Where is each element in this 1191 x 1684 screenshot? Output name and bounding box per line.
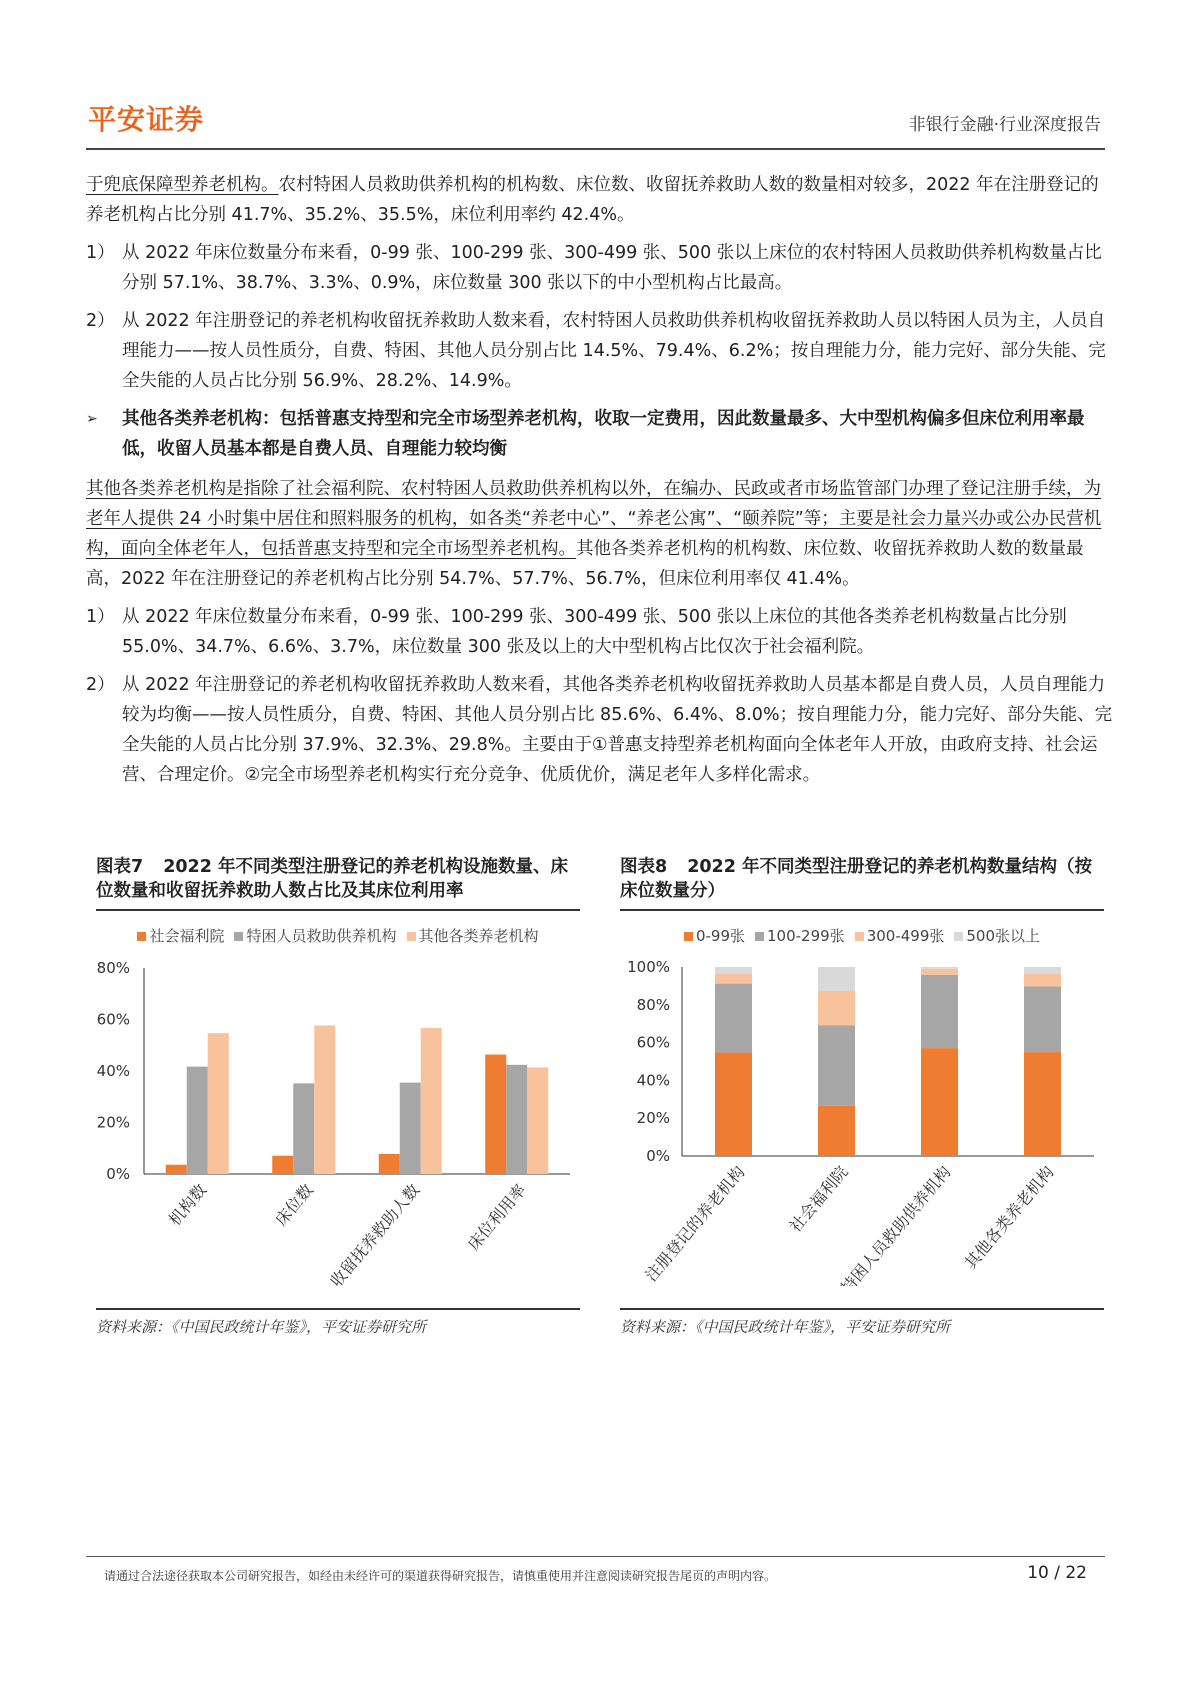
bar: [379, 1154, 400, 1174]
underlined-text: 于兜底保障型养老机构。: [86, 175, 279, 195]
figure-title-text: 2022 年不同类型注册登记的养老机构数量结构（按床位数量分）: [620, 857, 1092, 901]
stacked-bar-segment: [715, 974, 752, 984]
bar: [272, 1156, 293, 1174]
y-tick-label: 100%: [627, 958, 670, 976]
stacked-bar-segment: [818, 1025, 855, 1106]
legend-item: 其他各类养老机构: [407, 925, 539, 946]
list-item: [86, 670, 1114, 790]
chart-7-svg: [96, 946, 580, 1286]
figure-8-source: 资料来源：《中国民政统计年鉴》，平安证券研究所: [620, 1308, 1104, 1337]
x-tick-label: 特困人员救助供养机构: [837, 1162, 955, 1286]
figure-label: 图表8: [620, 857, 668, 877]
x-tick-label: 其他各类养老机构: [960, 1162, 1058, 1273]
footer-divider: [86, 1556, 1105, 1557]
bar: [293, 1083, 314, 1174]
list-item: [86, 238, 1114, 298]
legend-item: 300-499张: [855, 925, 945, 946]
figure-7-source: 资料来源：《中国民政统计年鉴》，平安证券研究所: [96, 1308, 580, 1337]
footer-disclaimer: 请通过合法途径获取本公司研究报告，如经由未经许可的渠道获得研究报告，请慎重使用并注意阅读研究报告尾页的声明内容。: [104, 1569, 777, 1583]
stacked-bar-segment: [921, 975, 958, 1048]
bar: [485, 1055, 506, 1174]
report-section: 非银行金融·行业深度报告: [908, 115, 1101, 135]
y-tick-label: 40%: [636, 1071, 670, 1090]
chart-8-svg: [620, 946, 1104, 1286]
figure-7-title: [96, 855, 580, 911]
stacked-bar-segment: [818, 967, 855, 991]
bar: [506, 1065, 527, 1174]
bullet-heading-text: 其他各类养老机构：包括普惠支持型和完全市场型养老机构，收取一定费用，因此数量最多、大中型机构偏多但床位利用率最低，收留人员基本都是自费人员、自理能力较均衡: [122, 409, 1085, 459]
header-divider: [86, 148, 1105, 150]
list-number: 1）: [86, 243, 115, 263]
legend-item: 500张以上: [954, 925, 1040, 946]
list-number: 2）: [86, 675, 115, 695]
bar: [314, 1025, 335, 1174]
bar: [527, 1067, 548, 1174]
x-tick-label: 社会福利院: [785, 1162, 852, 1236]
legend-item: 100-299张: [755, 925, 845, 946]
y-tick-label: 20%: [636, 1109, 670, 1128]
bar: [421, 1028, 442, 1174]
list-number: 2）: [86, 311, 115, 331]
stacked-bar-segment: [921, 1048, 958, 1156]
stacked-bar-segment: [921, 967, 958, 969]
arrow-bullet-icon: ➢: [86, 411, 98, 427]
x-tick-label: 床位数: [271, 1180, 317, 1230]
stacked-bar-segment: [1024, 986, 1061, 1052]
stacked-bar-segment: [921, 969, 958, 975]
figure-7: [96, 855, 580, 1290]
y-tick-label: 0%: [106, 1165, 130, 1183]
figure-8-title: [620, 855, 1104, 911]
chart-legend: [96, 925, 580, 946]
y-tick-label: 80%: [96, 959, 130, 977]
page-number: 10 / 22: [1027, 1563, 1087, 1583]
legend-item: 特困人员救助供养机构: [234, 925, 396, 946]
list-text: 从 2022 年注册登记的养老机构收留抚养救助人数来看，农村特困人员救助供养机构收留抚养救助人员以特困人员为主，人员自理能力——按人员性质分，自费、特困、其他人员分别占比 14.5%、79.4%、6.2%；按自理能力分，能力完好、部分失能、完全失能的人员占比分别 56.9%、28.2%、14.9%。: [122, 311, 1106, 391]
bar: [187, 1067, 208, 1174]
stacked-bar-segment: [818, 991, 855, 1025]
list-text: 从 2022 年床位数量分布来看，0-99 张、100-299 张、300-499 张、500 张以上床位的农村特困人员救助供养机构数量占比分别 57.1%、38.7%、3.3%、0.9%，床位数量 300 张以下的中小型机构占比最高。: [122, 243, 1102, 293]
list-text: 从 2022 年床位数量分布来看，0-99 张、100-299 张、300-499 张、500 张以上床位的其他各类养老机构数量占比分别 55.0%、34.7%、6.6%、3.7%，床位数量 300 张及以上的大中型机构占比仅次于社会福利院。: [122, 607, 1067, 657]
stacked-bar-segment: [1024, 974, 1061, 986]
stacked-bar-segment: [715, 967, 752, 974]
body-content: [86, 170, 1114, 798]
chart-legend: [620, 925, 1104, 946]
list-number: 1）: [86, 607, 115, 627]
list-text: 从 2022 年注册登记的养老机构收留抚养救助人数来看，其他各类养老机构收留抚养救助人员基本都是自费人员，人员自理能力较为均衡——按人员性质分，自费、特困、其他人员分别占比 85.6%、6.4%、8.0%；按自理能力分，能力完好、部分失能、完全失能的人员占比分别 37.9%、32.3%、29.8%。主要由于①普惠支持型养老机构面向全体老年人开放，由政府支持、社会运营、合理定价。②完全市场型养老机构实行充分竞争、优质优价，满足老年人多样化需求。: [122, 675, 1113, 785]
bar: [208, 1033, 229, 1174]
figure-label: 图表7: [96, 857, 144, 877]
stacked-bar-segment: [715, 984, 752, 1053]
y-tick-label: 80%: [636, 995, 670, 1014]
x-tick-label: 机构数: [164, 1180, 211, 1230]
y-tick-label: 60%: [96, 1010, 130, 1029]
legend-item: 0-99张: [684, 925, 745, 946]
y-tick-label: 60%: [636, 1033, 670, 1052]
paragraph-text: 其他各类养老机构的机构数、床位数、收留抚养救助人数的数量最高，2022 年在注册登记的养老机构占比分别 54.7%、57.7%、56.7%，但床位利用率仅 41.4%。: [86, 539, 1084, 589]
underlined-text: 其他各类养老机构是指除了社会福利院、农村特困人员救助供养机构以外，在编办、民政或者市场监管部门办理了登记注册手续，为老年人提供 24 小时集中居住和照料服务的机构，如各类“养老中心”、“养老公寓”、“颐养院”等；主要是社会力量兴办或公办民营机构，面向全体老年人，包括普惠支持型和完全市场型养老机构。: [86, 479, 1102, 559]
x-tick-label: 床位利用率: [463, 1180, 530, 1254]
stacked-bar-segment: [818, 1106, 855, 1156]
company-logo: 平安证券: [88, 103, 205, 136]
x-tick-label: 注册登记的养老机构: [641, 1162, 749, 1285]
x-tick-label: 收留抚养救助人数: [326, 1180, 424, 1286]
bar: [400, 1083, 421, 1174]
bullet-heading: [86, 404, 1114, 464]
bar: [166, 1165, 187, 1174]
legend-item: 社会福利院: [137, 925, 224, 946]
stacked-bar-segment: [1024, 967, 1061, 974]
figure-title-text: 2022 年不同类型注册登记的养老机构设施数量、床位数量和收留抚养救助人数占比及其床位利用率: [96, 857, 568, 901]
y-tick-label: 20%: [96, 1113, 130, 1132]
y-tick-label: 40%: [96, 1062, 130, 1080]
figure-8: [620, 855, 1104, 1290]
list-item: [86, 602, 1114, 662]
stacked-bar-segment: [1024, 1052, 1061, 1156]
paragraph-text: 农村特困人员救助供养机构的机构数、床位数、收留抚养救助人数的数量相对较多，2022 年在注册登记的养老机构占比分别 41.7%、35.2%、35.5%，床位利用率约 42.4%。: [86, 175, 1099, 225]
paragraph-2: [86, 474, 1114, 594]
paragraph-1: [86, 170, 1114, 230]
list-item: [86, 306, 1114, 396]
y-tick-label: 0%: [646, 1147, 670, 1165]
stacked-bar-segment: [715, 1052, 752, 1156]
